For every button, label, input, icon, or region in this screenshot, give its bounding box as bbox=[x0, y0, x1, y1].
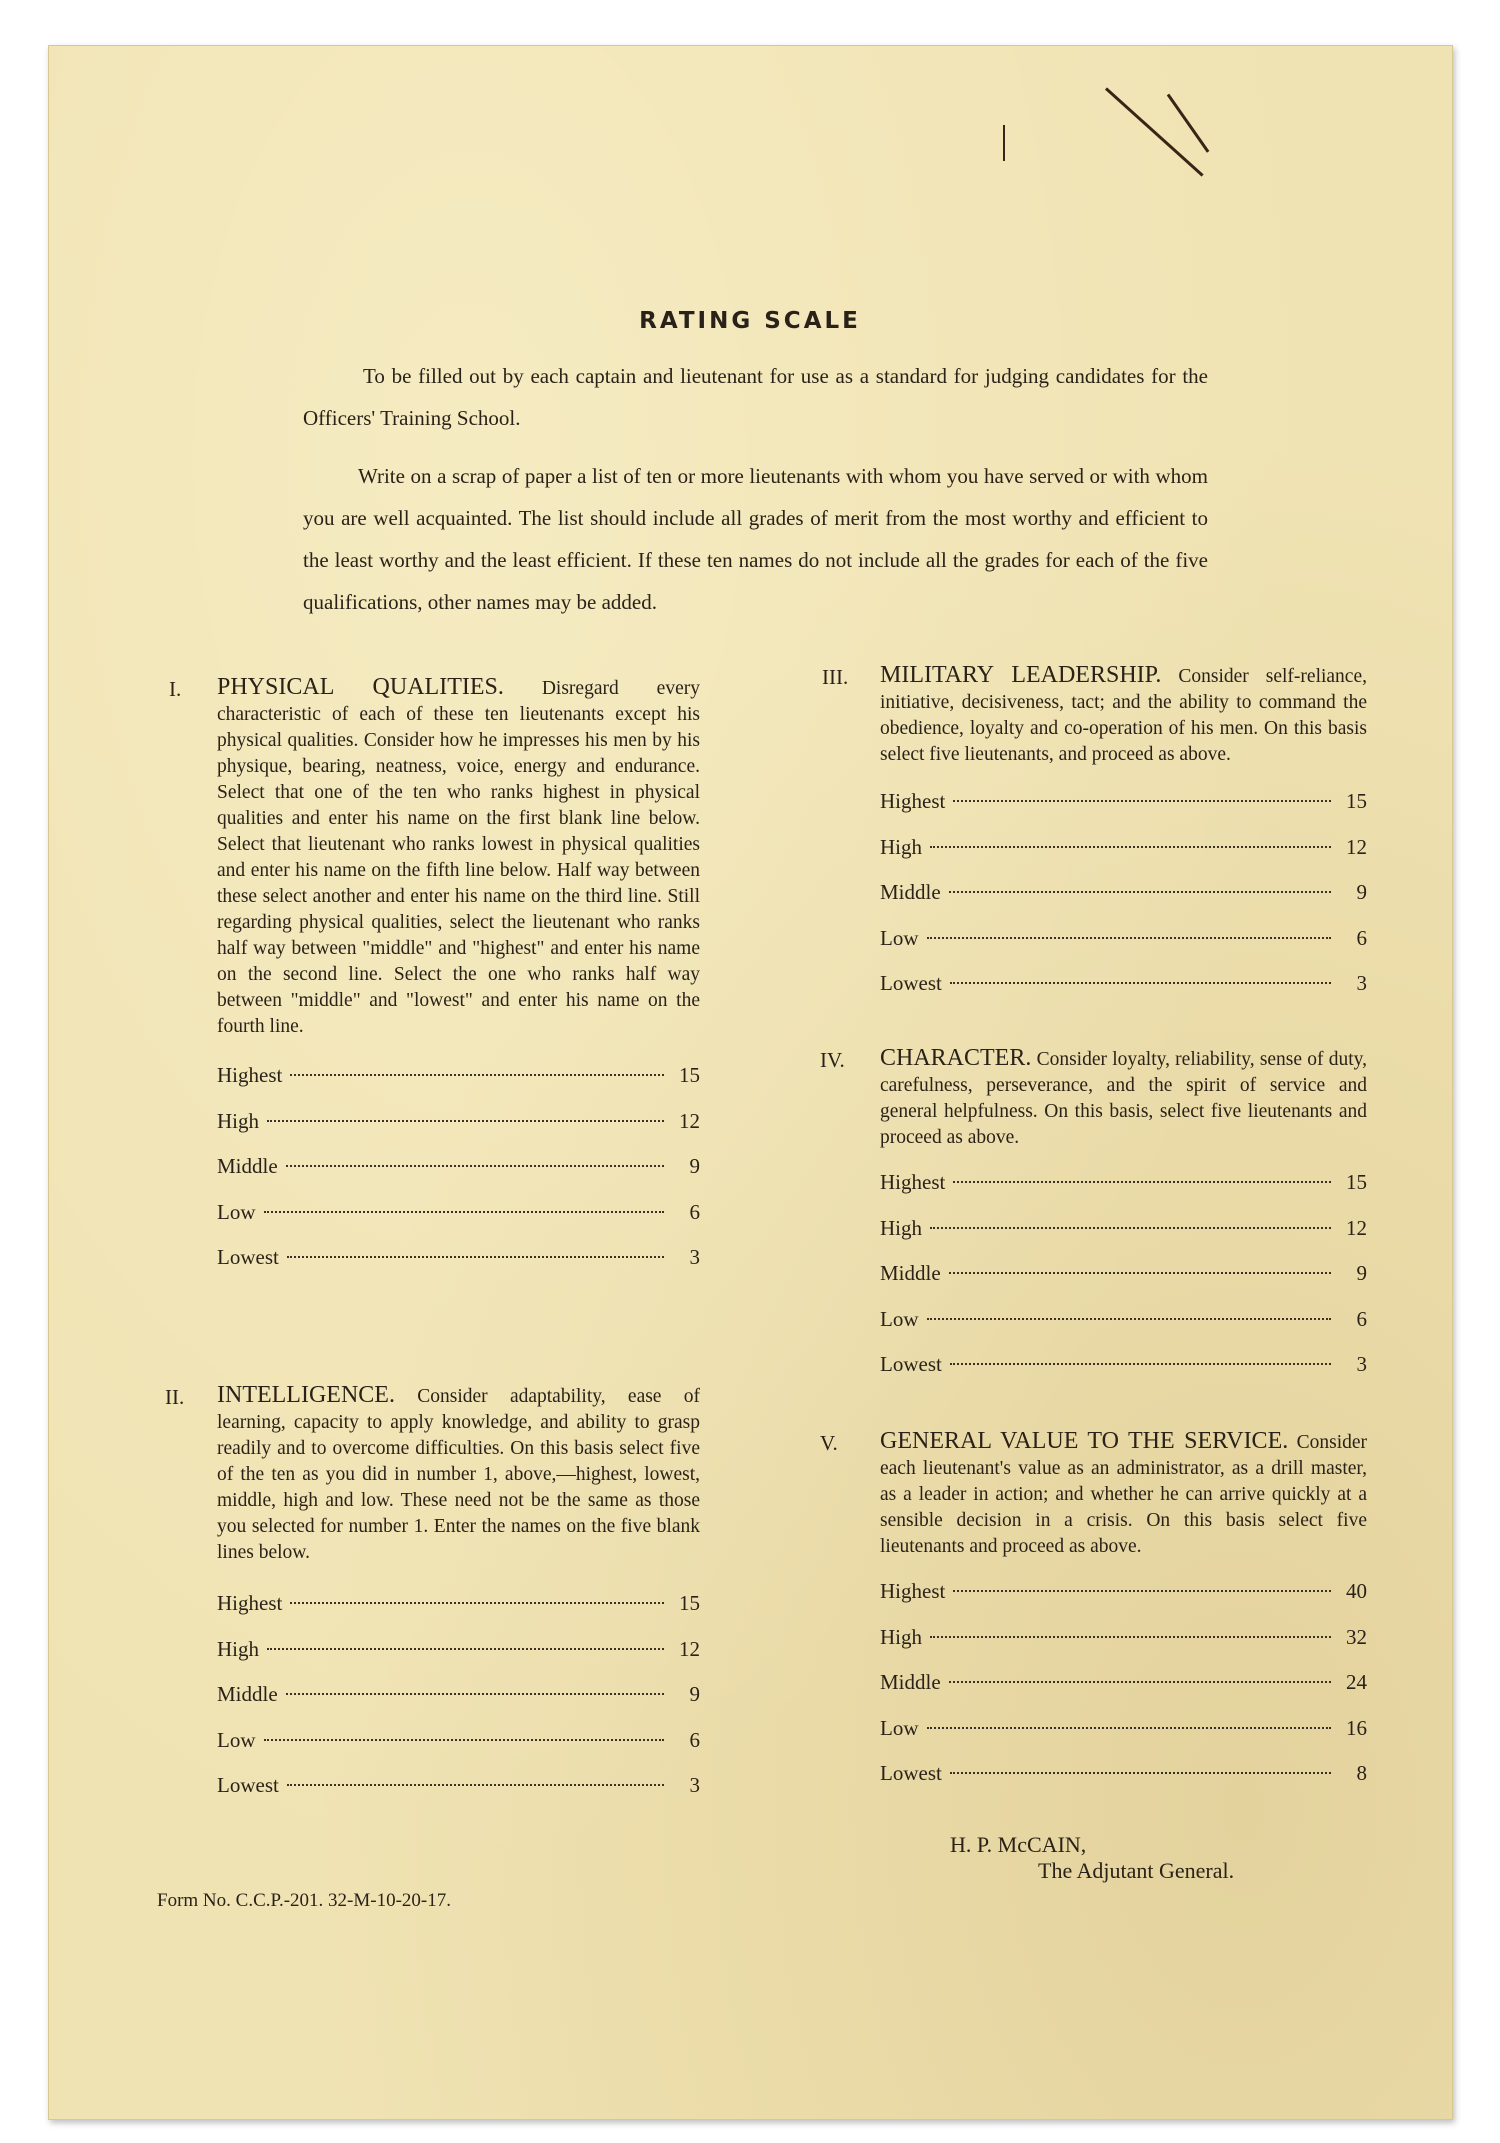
name-entry-line[interactable] bbox=[264, 1739, 665, 1741]
rating-row bbox=[217, 1153, 700, 1199]
rating-row bbox=[880, 879, 1367, 925]
ink-mark bbox=[1003, 125, 1005, 161]
rating-row bbox=[880, 1306, 1367, 1352]
rating-row bbox=[880, 1669, 1367, 1715]
rating-label: Middle bbox=[880, 1670, 941, 1694]
rating-list bbox=[880, 788, 1367, 1016]
section-name: PHYSICAL QUALITIES. bbox=[217, 674, 504, 700]
ink-mark bbox=[1105, 87, 1204, 176]
rating-row bbox=[217, 1062, 700, 1108]
section-character bbox=[820, 1045, 1368, 1397]
signatory-name: H. P. McCAIN, bbox=[950, 1832, 1087, 1857]
name-entry-line[interactable] bbox=[927, 937, 1332, 939]
rating-label: Highest bbox=[880, 1170, 946, 1194]
rating-label: Low bbox=[880, 1715, 919, 1740]
rating-points: 3 bbox=[1356, 1352, 1367, 1376]
rating-label: Low bbox=[217, 1727, 256, 1752]
rating-label: Middle bbox=[217, 1682, 278, 1706]
name-entry-line[interactable] bbox=[286, 1693, 664, 1695]
rating-label: Low bbox=[880, 925, 919, 950]
rating-row bbox=[217, 1636, 700, 1682]
rating-points: 9 bbox=[1356, 1261, 1367, 1285]
rating-row bbox=[880, 834, 1367, 880]
rating-label: Middle bbox=[880, 1261, 941, 1285]
name-entry-line[interactable] bbox=[949, 1681, 1331, 1683]
rating-row bbox=[880, 970, 1367, 1016]
name-entry-line[interactable] bbox=[267, 1648, 664, 1650]
rating-points: 3 bbox=[689, 1245, 700, 1269]
rating-points: 32 bbox=[1346, 1624, 1367, 1649]
rating-points: 6 bbox=[1356, 925, 1367, 950]
signatory-title: The Adjutant General. bbox=[1038, 1858, 1235, 1883]
rating-label: High bbox=[880, 1624, 922, 1649]
name-entry-line[interactable] bbox=[930, 1636, 1331, 1638]
section-description bbox=[820, 1428, 1368, 1560]
intro-paragraph: To be filled out by each captain and lieutenant for use as a standard for judging candidates for the Officers' Training School. bbox=[303, 364, 1208, 430]
rating-label: High bbox=[880, 1215, 922, 1240]
name-entry-line[interactable] bbox=[950, 982, 1331, 984]
name-entry-line[interactable] bbox=[267, 1120, 664, 1122]
name-entry-line[interactable] bbox=[287, 1256, 664, 1258]
name-entry-line[interactable] bbox=[287, 1784, 664, 1786]
rating-row bbox=[217, 1108, 700, 1154]
rating-row bbox=[880, 1760, 1367, 1806]
name-entry-line[interactable] bbox=[927, 1318, 1332, 1320]
section-name: CHARACTER. bbox=[880, 1045, 1032, 1071]
rating-points: 9 bbox=[689, 1154, 700, 1178]
section-text: Disregard every characteristic of each of these ten lieutenants except his physical qualities. Consider how he impresses his men by his physique, bearing, neatness, voice, energy and endurance. Select that one of the ten who ranks highest in physical qualities and enter his name on the first blank line below. Select that lieutenant who ranks lowest in physical qualities and enter his name on the fifth line below. Half way between these select another and enter his name on the third line. Still regarding physical qualities, select the lieutenant who ranks half way between "middle" and "highest" and enter his name on the second line. Select the one who ranks half way between "middle" and "lowest" and enter his name on the fourth line. bbox=[217, 678, 700, 1037]
name-entry-line[interactable] bbox=[953, 800, 1331, 802]
section-numeral: IV. bbox=[820, 1048, 845, 1072]
rating-row bbox=[217, 1199, 700, 1245]
intro-paragraph: Write on a scrap of paper a list of ten or more lieutenants with whom you have served or with whom you are well acquainted. The list should include all grades of merit from the most worthy and efficient to the least worthy and the least efficient. If these ten names do not include all the grades for each of the five qualifications, other names may be added. bbox=[303, 464, 1208, 614]
rating-row bbox=[880, 1578, 1367, 1624]
rating-points: 9 bbox=[689, 1682, 700, 1706]
rating-list bbox=[217, 1062, 700, 1290]
ink-mark bbox=[1167, 94, 1210, 153]
rating-label: Lowest bbox=[217, 1245, 279, 1269]
section-general-value bbox=[820, 1428, 1368, 1806]
name-entry-line[interactable] bbox=[949, 1272, 1331, 1274]
rating-points: 15 bbox=[679, 1063, 700, 1087]
name-entry-line[interactable] bbox=[927, 1727, 1332, 1729]
section-numeral: I. bbox=[169, 677, 182, 701]
name-entry-line[interactable] bbox=[290, 1602, 664, 1604]
section-description bbox=[165, 1382, 700, 1566]
rating-points: 3 bbox=[689, 1773, 700, 1797]
rating-label: Lowest bbox=[880, 971, 942, 995]
rating-label: Middle bbox=[217, 1154, 278, 1178]
rating-label: Lowest bbox=[880, 1761, 942, 1785]
rating-row bbox=[880, 1351, 1367, 1397]
rating-label: Highest bbox=[217, 1063, 283, 1087]
section-description bbox=[169, 674, 700, 1040]
rating-points: 9 bbox=[1356, 880, 1367, 904]
rating-label: Lowest bbox=[880, 1352, 942, 1376]
rating-points: 40 bbox=[1346, 1579, 1367, 1603]
section-text: Consider adaptability, ease of learning, capacity to apply knowledge, and ability to grasp readily and to overcome difficulties. On this basis select five of the ten as you did in number 1, above,—highest, lowest, middle, high and low. These need not be the same as those you selected for number 1. Enter the names on the five blank lines below. bbox=[217, 1386, 700, 1563]
section-intelligence bbox=[165, 1382, 700, 1818]
section-name: INTELLIGENCE. bbox=[217, 1382, 395, 1408]
name-entry-line[interactable] bbox=[950, 1363, 1331, 1365]
section-description bbox=[822, 662, 1367, 768]
rating-label: Highest bbox=[880, 1579, 946, 1603]
name-entry-line[interactable] bbox=[953, 1590, 1331, 1592]
rating-row bbox=[217, 1727, 700, 1773]
document-title: RATING SCALE bbox=[639, 308, 861, 334]
rating-label: Low bbox=[880, 1306, 919, 1331]
rating-row bbox=[217, 1590, 700, 1636]
name-entry-line[interactable] bbox=[286, 1165, 664, 1167]
rating-row bbox=[880, 925, 1367, 971]
name-entry-line[interactable] bbox=[264, 1211, 665, 1213]
rating-points: 15 bbox=[1346, 789, 1367, 813]
rating-row bbox=[217, 1244, 700, 1290]
rating-row bbox=[217, 1681, 700, 1727]
rating-label: Highest bbox=[880, 789, 946, 813]
rating-points: 12 bbox=[1346, 1215, 1367, 1240]
section-numeral: II. bbox=[165, 1385, 185, 1409]
rating-row bbox=[880, 1624, 1367, 1670]
name-entry-line[interactable] bbox=[930, 1227, 1331, 1229]
rating-points: 6 bbox=[1356, 1306, 1367, 1331]
rating-list bbox=[880, 1169, 1367, 1397]
rating-points: 15 bbox=[1346, 1170, 1367, 1194]
rating-row bbox=[880, 1715, 1367, 1761]
rating-label: Low bbox=[217, 1199, 256, 1224]
section-text: Consider each lieutenant's value as an administrator, as a drill master, as a leader in action; and whether he can arrive quickly at a sensible decision in a crisis. On this basis select five lieutenants and proceed as above. bbox=[880, 1432, 1368, 1557]
rating-list bbox=[880, 1578, 1367, 1806]
rating-row bbox=[880, 788, 1367, 834]
rating-label: High bbox=[217, 1108, 259, 1133]
rating-label: High bbox=[880, 834, 922, 859]
rating-points: 12 bbox=[679, 1636, 700, 1661]
section-numeral: III. bbox=[822, 665, 849, 689]
rating-points: 16 bbox=[1346, 1715, 1367, 1740]
rating-list bbox=[217, 1590, 700, 1818]
rating-points: 12 bbox=[1346, 834, 1367, 859]
name-entry-line[interactable] bbox=[949, 891, 1331, 893]
rating-label: High bbox=[217, 1636, 259, 1661]
rating-label: Lowest bbox=[217, 1773, 279, 1797]
signature-block bbox=[950, 1832, 1234, 1884]
name-entry-line[interactable] bbox=[930, 846, 1331, 848]
rating-points: 15 bbox=[679, 1591, 700, 1615]
section-text: Consider loyalty, reliability, sense of duty, carefulness, perseverance, and the spirit of service and general helpfulness. On this basis, select five lieutenants and proceed as above. bbox=[880, 1049, 1368, 1148]
section-numeral: V. bbox=[820, 1431, 838, 1455]
rating-points: 6 bbox=[689, 1199, 700, 1224]
rating-row bbox=[880, 1215, 1367, 1261]
section-military-leadership bbox=[822, 662, 1367, 1016]
section-text: Consider self-reliance, initiative, decisiveness, tact; and the ability to command the obedience, loyalty and co-operation of his men. On this basis select five lieutenants, and proceed as above. bbox=[880, 666, 1367, 765]
rating-row bbox=[880, 1260, 1367, 1306]
rating-points: 24 bbox=[1346, 1670, 1367, 1694]
rating-row bbox=[217, 1772, 700, 1818]
rating-points: 6 bbox=[689, 1727, 700, 1752]
rating-label: Middle bbox=[880, 880, 941, 904]
rating-points: 8 bbox=[1356, 1761, 1367, 1785]
form-number: Form No. C.C.P.-201. 32-M-10-20-17. bbox=[157, 1890, 451, 1911]
rating-label: Highest bbox=[217, 1591, 283, 1615]
rating-row bbox=[880, 1169, 1367, 1215]
section-name: GENERAL VALUE TO THE SERVICE. bbox=[880, 1428, 1289, 1454]
section-description bbox=[820, 1045, 1368, 1151]
name-entry-line[interactable] bbox=[950, 1772, 1331, 1774]
rating-points: 12 bbox=[679, 1108, 700, 1133]
rating-points: 3 bbox=[1356, 971, 1367, 995]
name-entry-line[interactable] bbox=[290, 1074, 664, 1076]
section-physical-qualities bbox=[169, 674, 700, 1290]
name-entry-line[interactable] bbox=[953, 1181, 1331, 1183]
section-name: MILITARY LEADERSHIP. bbox=[880, 662, 1162, 688]
